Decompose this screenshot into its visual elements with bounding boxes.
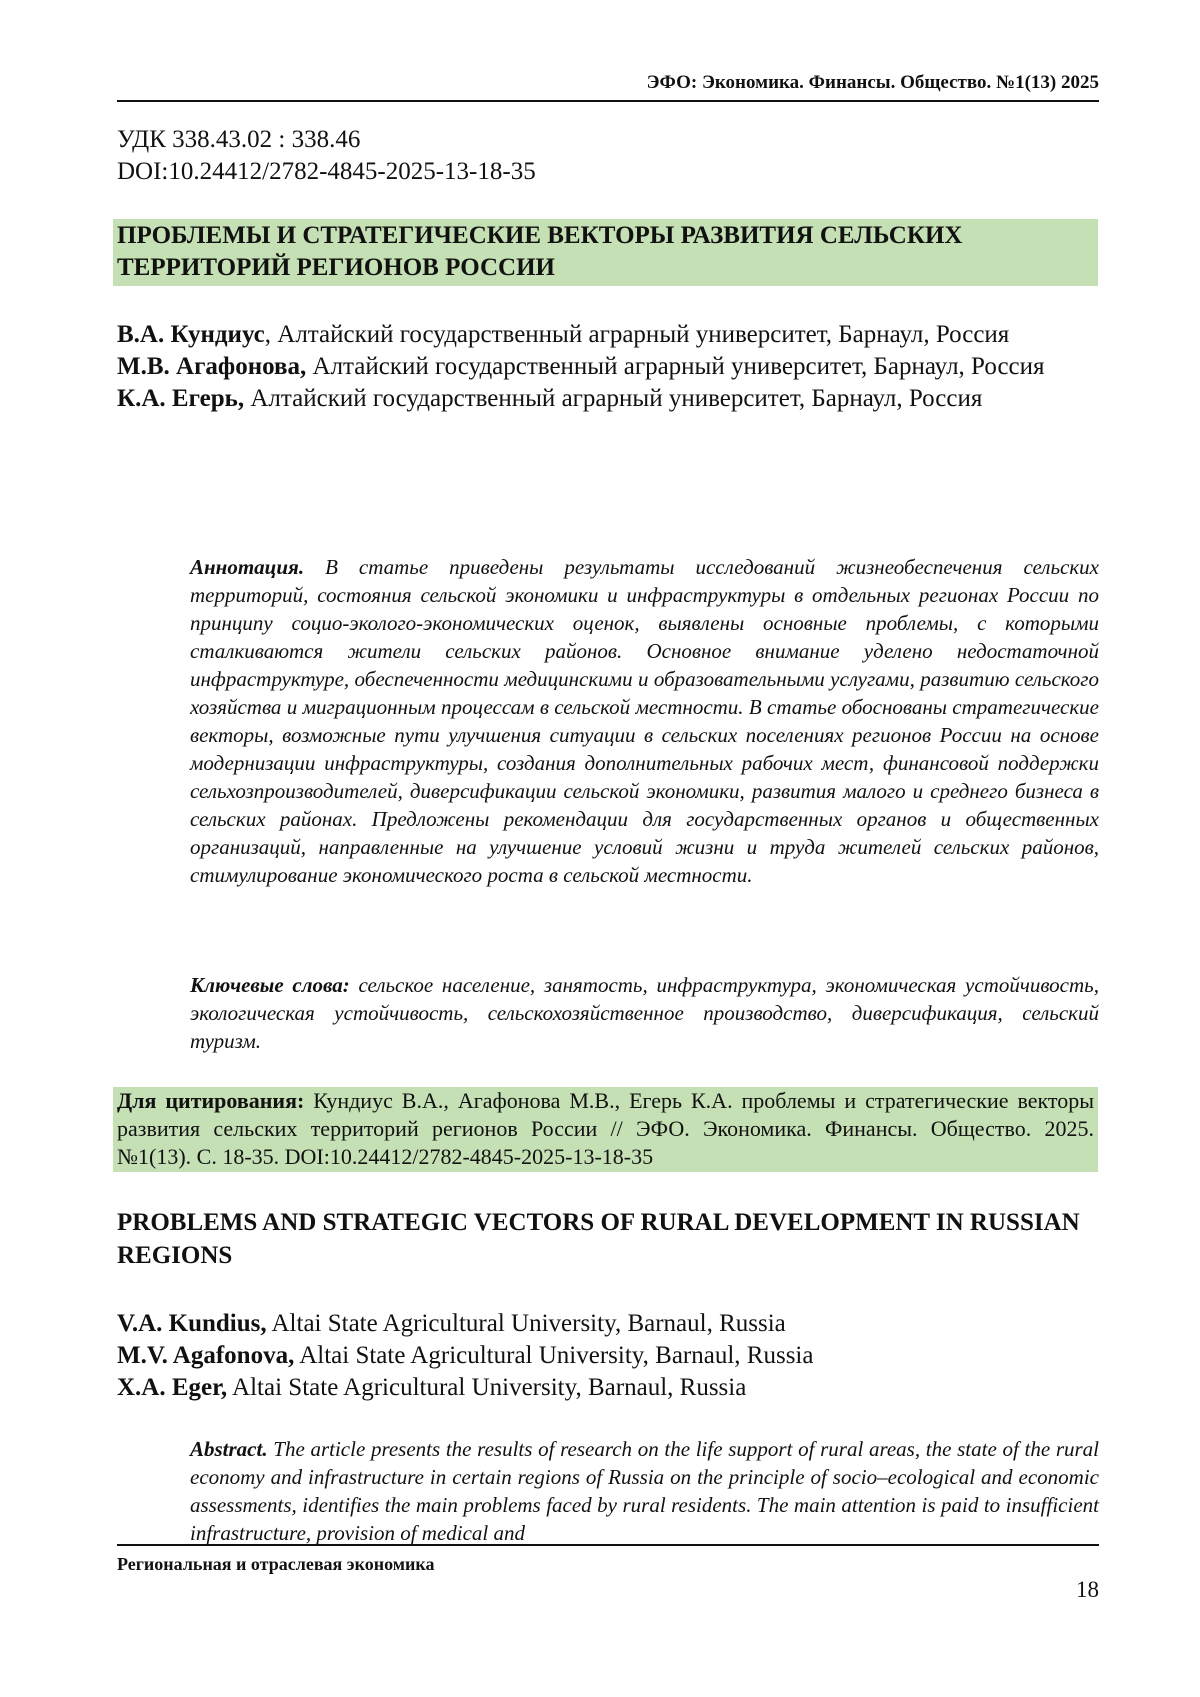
doi-code[interactable]: DOI:10.24412/2782-4845-2025-13-18-35 (117, 156, 536, 188)
author-entry (117, 319, 1099, 351)
english-author-list (117, 1308, 1099, 1404)
footer-rule (117, 1544, 1099, 1546)
author-affiliation: Altai State Agricultural University, Barnaul, Russia (227, 1374, 746, 1401)
author-entry (117, 1340, 1099, 1372)
russian-title: ПРОБЛЕМЫ И СТРАТЕГИЧЕСКИЕ ВЕКТОРЫ РАЗВИТИЯ СЕЛЬСКИХ ТЕРРИТОРИЙ РЕГИОНОВ РОССИИ (113, 219, 1098, 286)
abstract-text: The article presents the results of research on the life support of rural areas, the state of the rural economy and infrastructure in certain regions of Russia on the principle of socio–ecological and economic assessments, identifies the main problems faced by rural residents. The main attention is paid to insufficient infrastructure, provision of medical and (190, 1437, 1099, 1545)
abstract-text: В статье приведены результаты исследований жизнеобеспечения сельских территорий, состояния сельской экономики и инфраструктуры в отдельных регионах России по принципу социо-эколого-экономических оценок, выявлены основные проблемы, с которыми сталкиваются жители сельских районов. Основное внимание уделено недостаточной инфраструктуре, обеспеченности медицинскими и образовательными услугами, развитию сельского хозяйства и миграционным процессам в сельской местности. В статье обоснованы стратегические векторы, возможные пути улучшения ситуации в сельских поселениях регионов России на основе модернизации инфраструктуры, создания дополнительных рабочих мест, финансовой поддержки сельхозпроизводителей, диверсификации сельской экономики, развития малого и среднего бизнеса в сельских районах. Предложены рекомендации для государственных органов и общественных организаций, направленные на улучшение условий жизни и труда жителей сельских районов, стимулирование экономического роста в сельской местности. (190, 555, 1099, 887)
citation-label: Для цитирования: (117, 1088, 304, 1113)
author-entry (117, 383, 1099, 415)
author-name: М.В. Агафонова, (117, 353, 306, 380)
header-rule (117, 100, 1099, 102)
keywords-text: сельское население, занятость, инфраструктура, экономическая устойчивость, экологическая устойчивость, сельскохозяйственное производство, диверсификация, сельский туризм. (190, 973, 1099, 1053)
page-number: 18 (1076, 1575, 1099, 1605)
author-name: V.A. Kundius, (117, 1310, 267, 1337)
author-affiliation: Altai State Agricultural University, Barnaul, Russia (294, 1342, 813, 1369)
article-page (0, 0, 1200, 1697)
author-affiliation: Алтайский государственный аграрный университет, Барнаул, Россия (306, 353, 1044, 380)
section-footer: Региональная и отраслевая экономика (117, 1552, 434, 1576)
keywords-label: Ключевые слова: (190, 973, 350, 997)
journal-running-header: ЭФО: Экономика. Финансы. Общество. №1(13) 2025 (117, 70, 1099, 96)
author-name: В.А. Кундиус (117, 321, 265, 348)
russian-author-list (117, 319, 1099, 415)
author-affiliation: , Алтайский государственный аграрный университет, Барнаул, Россия (265, 321, 1010, 348)
author-entry (117, 1308, 1099, 1340)
citation-text: Кундиус В.А., Агафонова М.В., Егерь К.А. проблемы и стратегические векторы развития сельских территорий регионов России // ЭФО. Экономика. Финансы. Общество. 2025. №1(13). С. 18-35. DOI:10.24412/2782-4845-2025-13-18-35 (117, 1088, 1094, 1169)
author-name: X.A. Eger, (117, 1374, 227, 1401)
author-entry (117, 351, 1099, 383)
author-affiliation: Алтайский государственный аграрный университет, Барнаул, Россия (244, 385, 982, 412)
citation-box (113, 1087, 1098, 1172)
article-identifiers (117, 124, 536, 188)
english-abstract (190, 1435, 1099, 1547)
udk-code: УДК 338.43.02 : 338.46 (117, 124, 536, 156)
author-affiliation: Altai State Agricultural University, Barnaul, Russia (267, 1310, 786, 1337)
author-name: M.V. Agafonova, (117, 1342, 294, 1369)
abstract-label: Abstract. (190, 1437, 268, 1461)
russian-abstract (190, 553, 1099, 889)
author-name: К.А. Егерь, (117, 385, 244, 412)
english-title: PROBLEMS AND STRATEGIC VECTORS OF RURAL DEVELOPMENT IN RUSSIAN REGIONS (117, 1206, 1099, 1272)
abstract-label: Аннотация. (190, 555, 304, 579)
author-entry (117, 1372, 1099, 1404)
russian-keywords (190, 971, 1099, 1055)
